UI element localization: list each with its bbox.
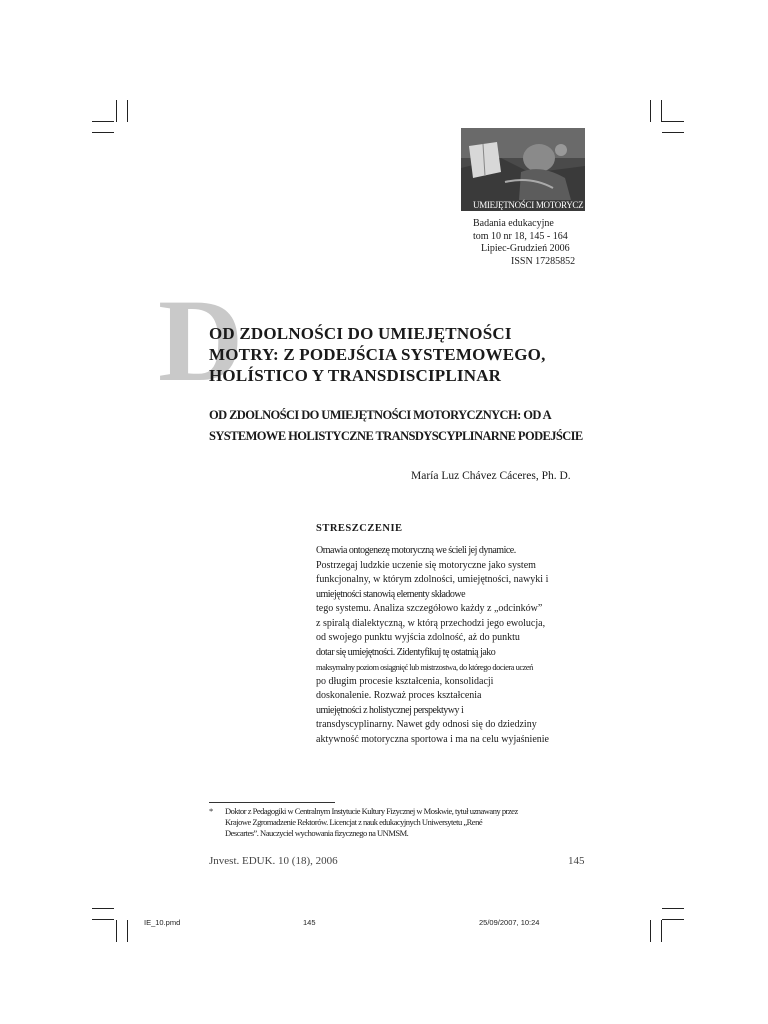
crop-mark [662, 908, 684, 909]
print-file: IE_10.pmd [144, 918, 181, 927]
journal-date: Lipiec-Grudzień 2006 [481, 243, 570, 254]
journal-name: Badania edukacyjne [473, 218, 554, 229]
footnote-line: Krajowe Zgromadzenie Rektorów. Licencjat z nauk edukacyjnych Uniwersytetu „René [225, 817, 483, 827]
footnote-marker: * [209, 806, 213, 816]
title-line: OD ZDOLNOŚCI DO UMIEJĘTNOŚCI [209, 324, 512, 343]
crop-mark [127, 920, 128, 942]
abstract-line: od swojego punktu wyjścia zdolność, aż do punktu [316, 632, 520, 643]
abstract-line: umiejętności stanowią elementy składowe [316, 588, 466, 600]
title-line: MOTRY: Z PODEJŚCIA SYSTEMOWEGO, [209, 345, 546, 364]
journal-issn: ISSN 17285852 [511, 255, 576, 267]
crop-mark [92, 908, 114, 909]
cover-caption: UMIEJĘTNOŚCI MOTORYCZ [473, 200, 584, 210]
abstract-line: maksymalny poziom osiągnięć lub mistrzostwa, do którego dociera uczeń [316, 662, 533, 672]
drop-cap: D [158, 275, 244, 406]
footnote-line: Doktor z Pedagogiki w Centralnym Instytucie Kultury Fizycznej w Moskwie, tytuł uznawany przez [225, 806, 518, 816]
abstract-line: po długim procesie kształcenia, konsolidacji [316, 675, 494, 687]
footnote-rule [209, 802, 335, 803]
page-number: 145 [568, 855, 585, 867]
abstract-line: transdyscyplinarny. Nawet gdy odnosi się do dziedziny [316, 719, 537, 730]
crop-mark [92, 919, 114, 920]
crop-mark [127, 100, 128, 122]
subtitle-line: SYSTEMOWE HOLISTYCZNE TRANSDYSCYPLINARNE PODEJŚCIE [209, 429, 583, 443]
crop-mark [661, 100, 662, 122]
crop-mark [662, 121, 684, 122]
running-footer: Jnvest. EDUK. 10 (18), 2006 [209, 855, 338, 867]
crop-mark [116, 100, 117, 122]
abstract-line: doskonalenie. Rozważ proces kształcenia [316, 690, 482, 701]
abstract-line: tego systemu. Analiza szczegółowo każdy z „odcinków” [316, 603, 543, 614]
journal-info [470, 218, 575, 268]
abstract-line: umiejętności z holistycznej perspektywy i [316, 704, 464, 716]
abstract-line: funkcjonalny, w którym zdolności, umiejętności, nawyki i [316, 574, 549, 585]
abstract-line: Omawia ontogenezę motoryczną we ścieli jej dynamice. [316, 545, 516, 556]
journal-volume: tom 10 nr 18, 145 - 164 [473, 230, 568, 242]
abstract-line: dotar się umiejętności. Zidentyfikuj tę ostatnią jako [316, 646, 496, 658]
abstract-line: z spiralą dialektyczną, w którą przechodzi jego ewolucja, [316, 617, 546, 629]
title-line: HOLÍSTICO Y TRANSDISCIPLINAR [209, 366, 502, 385]
crop-mark [92, 121, 114, 122]
crop-mark [650, 100, 651, 122]
abstract-line: Postrzegaj ludzkie uczenie się motoryczne jako system [316, 559, 536, 571]
print-page: 145 [303, 918, 316, 927]
print-timestamp: 25/09/2007, 10:24 [479, 918, 540, 927]
abstract-heading: STRESZCZENIE [316, 523, 403, 534]
subtitle-line: OD ZDOLNOŚCI DO UMIEJĘTNOŚCI MOTORYCZNYCH: OD A [209, 408, 552, 422]
abstract-body [316, 544, 549, 747]
author-name: María Luz Chávez Cáceres, Ph. D. [411, 470, 571, 482]
cover-illustration [461, 128, 585, 211]
crop-mark [92, 132, 114, 133]
crop-mark [662, 132, 684, 133]
crop-mark [650, 920, 651, 942]
crop-mark [116, 920, 117, 942]
footnote-line: Descartes”. Nauczyciel wychowania fizycznego na UNMSM. [225, 828, 409, 838]
illustration-art [461, 128, 585, 211]
footnote [209, 806, 518, 839]
crop-mark [662, 919, 684, 920]
article-subtitle [209, 405, 583, 447]
abstract-line: aktywność motoryczna sportowa i ma na celu wyjaśnienie [316, 733, 549, 745]
article-title [209, 323, 546, 386]
crop-mark [661, 920, 662, 942]
